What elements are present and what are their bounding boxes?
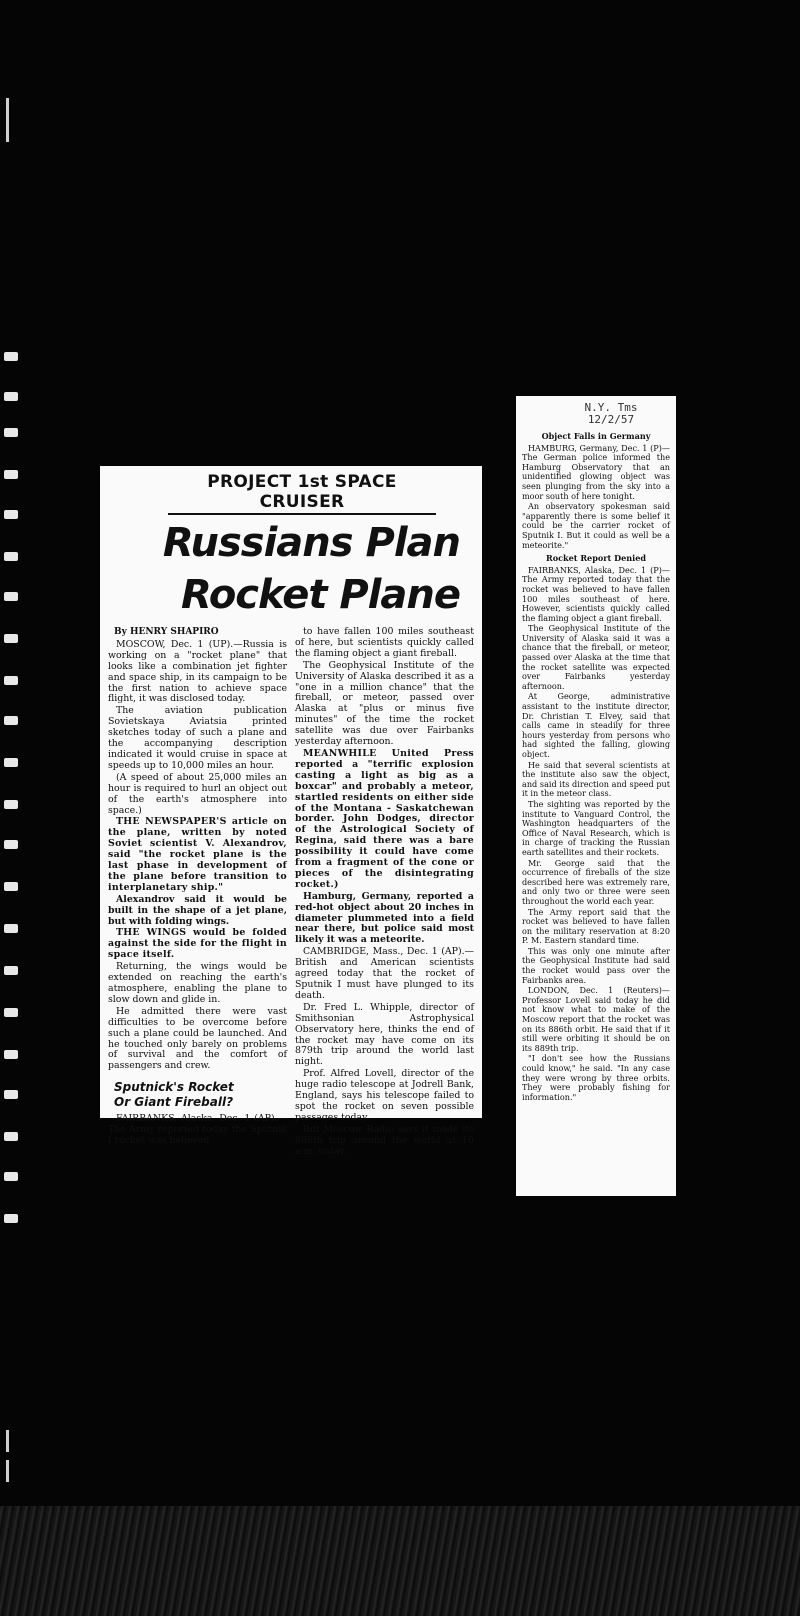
film-tick: [6, 98, 9, 120]
film-tick: [6, 120, 9, 142]
paragraph: He said that several scientists at the institute also saw the object, and said its direction and speed put it in the meteor class.: [522, 759, 670, 799]
film-sprocket: [4, 1090, 18, 1099]
paragraph: Hamburg, Germany, reported a red-hot object about 20 inches in diameter plummeted into a field near there, but police said most likely it was a meteorite.: [295, 890, 474, 946]
paragraph: The sighting was reported by the institute to Vanguard Control, the Washington headquarters of the Office of Naval Research, which is in charge of tracking the Russian earth satellites and their rockets.: [522, 798, 670, 857]
main-clipping: [100, 466, 482, 1157]
paragraph: The Army report said that the rocket was believed to have fallen on the military reservation at 8:20 P. M. Eastern standard time.: [522, 906, 670, 946]
film-sprocket: [4, 428, 18, 437]
paragraph: Dr. Fred L. Whipple, director of Smithsonian Astrophysical Observatory here, thinks the end of the rocket may have come on its 879th trip around the world last night.: [295, 1001, 474, 1068]
byline: By HENRY SHAPIRO: [114, 627, 219, 637]
subhead: [114, 1080, 287, 1110]
column-2: [295, 627, 474, 1159]
film-sprocket: [4, 716, 18, 725]
article-columns: [108, 627, 474, 1159]
film-sprocket: [4, 1050, 18, 1059]
film-sprocket: [4, 392, 18, 401]
headline: [108, 517, 474, 621]
paragraph: THE WINGS would be folded against the side for the flight in space itself.: [108, 927, 287, 961]
subhead-line-1: Sputnick's Rocket: [114, 1080, 234, 1095]
paragraph: LONDON, Dec. 1 (Reuters)—Professor Lovell said today he did not know what to make of the Moscow report that the rocket was on its 886th orbit. He said that if it still were orbiting it should be on its 889th trip.: [522, 985, 670, 1053]
film-sprocket: [4, 352, 18, 361]
paragraph: (A speed of about 25,000 miles an hour is required to hurl an object out of the earth's atmosphere into space.): [108, 771, 287, 816]
film-sprocket: [4, 470, 18, 479]
section-head: Object Falls in Germany: [541, 431, 651, 441]
paragraph: CAMBRIDGE, Mass., Dec. 1 (AP).—British and American scientists agreed today that the rocket of Sputnik I must have plunged to its death.: [295, 946, 474, 1001]
paragraph: The Geophysical Institute of the University of Alaska described it as a "one in a million chance" that the fireball, or meteor, passed over Alaska at "plus or minus five minutes" of the time the rocket satellite was due over Fairbanks yesterday afternoon.: [295, 659, 474, 748]
film-sprocket: [4, 676, 18, 685]
paragraph: MEANWHILE United Press reported a "terrific explosion casting a light as big as a boxcar" and probably a meteor, startled residents on either side of the Montana - Saskatchewan border. John Dodges, director of the Astrological Society of Regina, said there was a bare possibility it could have come from a fragment of the cone or pieces of the disintegrating rocket.): [295, 747, 474, 890]
paragraph: Alexandrov said it would be built in the shape of a jet plane, but with folding wings.: [108, 893, 287, 927]
paragraph: Mr. George said that the occurrence of fireballs of the size described here was extremely rare, and only two or three were seen throughout the world each year.: [522, 857, 670, 906]
film-sprocket: [4, 552, 18, 561]
column-1: [108, 627, 287, 1159]
film-sprocket: [4, 1132, 18, 1141]
film-tick: [6, 1460, 9, 1482]
handnote-date: 12/2/57: [587, 413, 635, 426]
paragraph: The aviation publication Sovietskaya Aviatsia printed sketches today of such a plane and the accompanying description indicated it would cruise in space at speeds up to 10,000 miles an hour.: [108, 705, 287, 771]
paragraph: The Geophysical Institute of the University of Alaska said it was a chance that the fireball, or meteor, passed over Alaska at the time that the rocket satellite was expected over Fairbanks yesterday afternoon.: [522, 623, 670, 691]
headline-line-1: Russians Plan: [162, 520, 460, 566]
film-sprocket: [4, 966, 18, 975]
film-sprocket: [4, 592, 18, 601]
film-sprocket: [4, 758, 18, 767]
paragraph: "I don't see how the Russians could know," he said. "In any case they were wrong by three orbits. They were probably fishing for information.": [522, 1053, 670, 1102]
handnote-source: N.Y. Tms: [584, 401, 638, 414]
paragraph: This was only one minute after the Geophysical Institute had said the rocket would pass over the Fairbanks area.: [522, 945, 670, 985]
film-sprocket: [4, 924, 18, 933]
paragraph: FAIRBANKS, Alaska, Dec. 1 (P)—The Army reported today that the rocket was believed to have fallen 100 miles southeast of here. However, scientists quickly called the flaming object a giant fireball.: [522, 564, 670, 623]
film-sprocket: [4, 1172, 18, 1181]
paragraph: But Moscow Radio says it made its 886th trip around the world at 10 a.m. today.: [295, 1123, 474, 1157]
film-sprocket: [4, 840, 18, 849]
paragraph: Prof. Alfred Lovell, director of the huge radio telescope at Jodrell Bank, England, says his telescope failed to spot the rocket on seven possible passages today.: [295, 1068, 474, 1123]
film-sprocket: [4, 882, 18, 891]
paragraph: FAIRBANKS, Alaska, Dec. 1 (AP).—The Army reported today the Sputnik I rocket was believed: [108, 1113, 287, 1147]
paragraph: to have fallen 100 miles southeast of here, but scientists quickly called the flaming object a giant fireball.: [295, 626, 474, 659]
headline-line-2: Rocket Plane: [181, 572, 460, 618]
paragraph: He admitted there were vast difficulties to be overcome before such a plane could be launched. And he touched only barely on problems of survival and the comfort of passengers and crew.: [108, 1005, 287, 1072]
kicker: PROJECT 1st SPACE CRUISER: [168, 472, 436, 515]
paragraph: HAMBURG, Germany, Dec. 1 (P)—The German police informed the Hamburg Observatory that an unidentified glowing object was seen plunging from the sky into a moor south of here tonight.: [522, 442, 670, 501]
paragraph: Returning, the wings would be extended on reaching the earth's atmosphere, enabling the plane to slow down and glide in.: [108, 961, 287, 1005]
paragraph: THE NEWSPAPER'S article on the plane, written by noted Soviet scientist V. Alexandrov, said "the rocket plane is the last phase in development of the plane before transition to interplanetary ship.": [108, 816, 287, 893]
film-sprocket: [4, 1214, 18, 1223]
right-clipping: [516, 396, 676, 1196]
film-sprocket: [4, 634, 18, 643]
paragraph: MOSCOW, Dec. 1 (UP).—Russia is working on a "rocket plane" that looks like a combination jet fighter and space ship, in its campaign to be the first nation to achieve space flight, it was disclosed today.: [108, 638, 287, 705]
handwritten-note: [552, 402, 670, 426]
film-sprocket: [4, 1008, 18, 1017]
film-tick: [6, 1430, 9, 1452]
subhead-line-2: Or Giant Fireball?: [114, 1095, 234, 1110]
paragraph: At George, administrative assistant to the institute director, Dr. Christian T. Elvey, said that calls came in steadily for three hours yesterday from persons who had sighted the falling, glowing object.: [522, 691, 670, 759]
film-sprocket: [4, 510, 18, 519]
paragraph: An observatory spokesman said "apparently there is some belief it could be the carrier rocket of Sputnik I. But it could as well be a meteorite.": [522, 501, 670, 550]
section-head: Rocket Report Denied: [545, 553, 647, 564]
film-noise: [0, 1506, 800, 1616]
film-sprocket: [4, 800, 18, 809]
